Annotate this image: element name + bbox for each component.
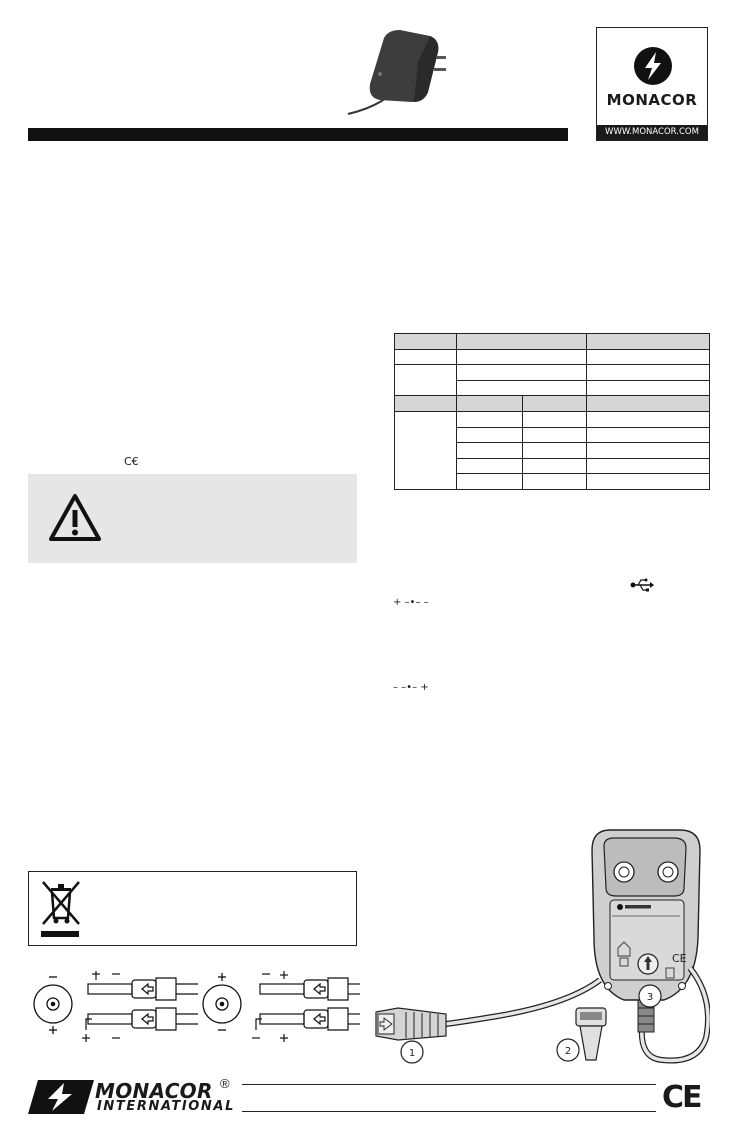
logo-brand-text: MONACOR — [606, 91, 698, 109]
ce-mark-adapter: CE — [672, 952, 687, 965]
callout-1: 1 — [408, 1048, 416, 1059]
polarity-symbol-right — [203, 973, 241, 1030]
table-row — [395, 334, 710, 350]
dc-plug-pair-left — [82, 971, 198, 1042]
callout-2: 2 — [564, 1046, 572, 1057]
footer-rule-bottom — [242, 1111, 656, 1112]
table-row — [395, 365, 710, 381]
callout-3: 3 — [646, 992, 654, 1003]
polarity-center-negative: – –•– + — [393, 682, 429, 693]
lightning-logo-icon — [633, 46, 673, 86]
footer-brand: MONACOR — [95, 1079, 213, 1103]
table-row — [395, 411, 710, 427]
logo-url: WWW.MONACOR.COM — [597, 125, 707, 140]
ce-mark-large: CE — [662, 1080, 701, 1115]
title-bar — [28, 128, 568, 141]
footer-international: INTERNATIONAL — [97, 1099, 235, 1114]
warning-triangle-icon — [48, 493, 102, 543]
weee-disposal-box — [28, 871, 357, 946]
dc-plug-pair-right — [252, 971, 360, 1042]
product-photo-adapter — [344, 22, 454, 118]
polarity-center-positive: + –•– – — [393, 597, 429, 608]
usb-icon — [630, 578, 654, 592]
footer-rule-top — [242, 1084, 656, 1085]
warning-box — [28, 474, 357, 563]
ce-mark-small: C€ — [124, 455, 139, 468]
monacor-logo — [596, 27, 708, 141]
adapter-illustration — [368, 828, 710, 1068]
crossed-bin-icon — [39, 878, 83, 938]
registered-mark: ® — [220, 1076, 230, 1091]
polarity-diagram — [28, 964, 360, 1042]
polarity-symbol-left — [34, 977, 72, 1034]
monacor-international-logo-icon — [28, 1080, 94, 1114]
specifications-table — [394, 333, 710, 490]
table-row — [395, 349, 710, 365]
table-row — [395, 396, 710, 412]
